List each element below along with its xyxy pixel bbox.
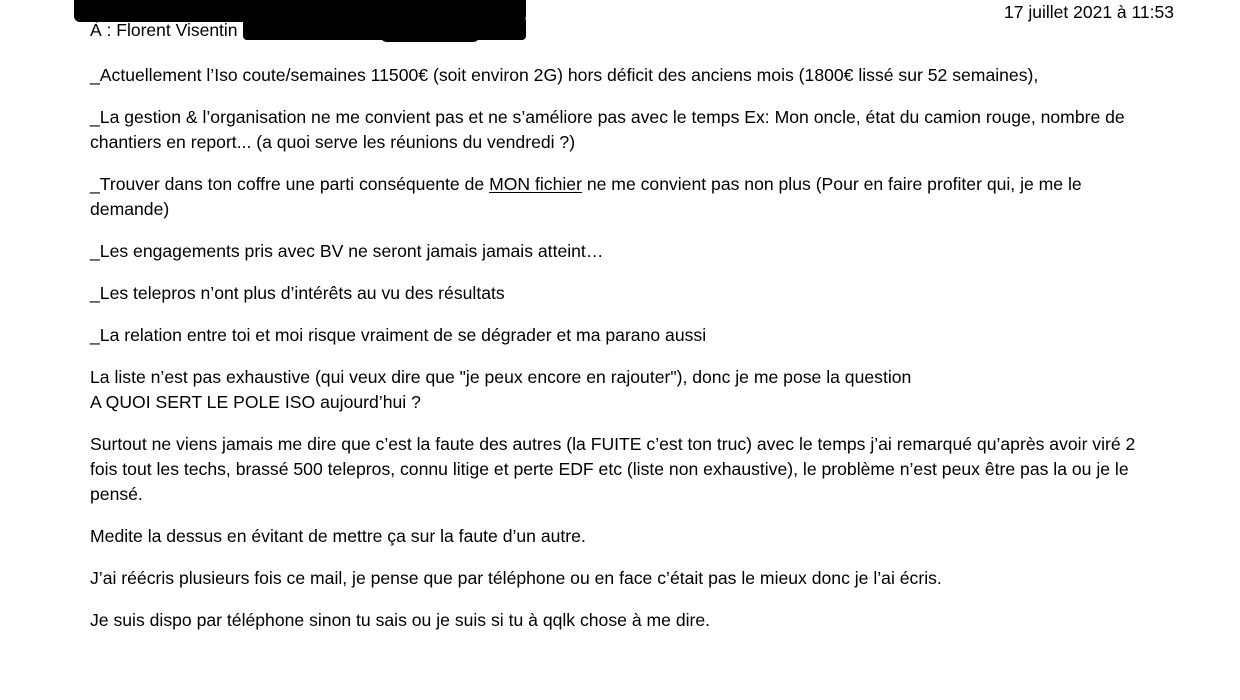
text-run: _Les telepros n’ont plus d’intérêts au vu des résultats	[90, 283, 505, 303]
paragraph	[90, 323, 1146, 348]
paragraph	[90, 172, 1146, 222]
text-run: _Actuellement l’Iso coute/semaines 11500€ (soit environ 2G) hors déficit des anciens mois (1800€ lissé sur 52 semaines),	[90, 65, 1039, 85]
text-run: _La relation entre toi et moi risque vraiment de se dégrader et ma parano aussi	[90, 325, 707, 345]
text-run: J’ai réécris plusieurs fois ce mail, je pense que par téléphone ou en face c’était pas le mieux donc je l’ai écris.	[90, 568, 942, 588]
paragraph	[90, 239, 1146, 264]
emphasized-text: MON fichier	[489, 174, 582, 194]
redacted-blob	[380, 28, 480, 42]
text-run: A QUOI SERT LE POLE ISO aujourd’hui ?	[90, 392, 421, 412]
email-timestamp: 17 juillet 2021 à 11:53	[1004, 2, 1174, 22]
email-header	[0, 0, 1240, 46]
text-run: Surtout ne viens jamais me dire que c’est la faute des autres (la FUITE c’est ton truc) avec le temps j’ai remarqué qu’après avoir viré 2 fois tout les techs, brassé 500 telepros, connu litige et perte EDF etc (liste non exhaustive), le problème n’est peux être pas la ou je le pensé.	[90, 434, 1136, 504]
recipient-label: À : Florent Visentin	[90, 20, 238, 40]
paragraph	[90, 566, 1146, 591]
paragraph	[90, 524, 1146, 549]
email-body	[90, 63, 1146, 650]
paragraph	[90, 608, 1146, 633]
text-run: _Les engagements pris avec BV ne seront jamais jamais atteint…	[90, 241, 604, 261]
paragraph	[90, 365, 1146, 390]
text-run: _La gestion & l’organisation ne me convient pas et ne s’améliore pas avec le temps Ex: Mon oncle, état du camion rouge, nombre de chantiers en report... (a quoi serve les réunions du vendredi ?)	[90, 107, 1125, 152]
paragraph	[90, 390, 1146, 415]
text-run: Medite la dessus en évitant de mettre ça sur la faute d’un autre.	[90, 526, 586, 546]
paragraph	[90, 105, 1146, 155]
text-run: _Trouver dans ton coffre une parti conséquente de	[90, 174, 490, 194]
text-run: Je suis dispo par téléphone sinon tu sais ou je suis si tu à qqlk chose à me dire.	[90, 610, 711, 630]
text-run: ne me convient pas non plus (Pour en faire profiter qui, je me le demande)	[90, 174, 1082, 219]
paragraph	[90, 432, 1146, 507]
paragraph	[90, 63, 1146, 88]
text-run: La liste n’est pas exhaustive (qui veux dire que "je peux encore en rajouter"), donc je me pose la question	[90, 367, 912, 387]
paragraph	[90, 281, 1146, 306]
